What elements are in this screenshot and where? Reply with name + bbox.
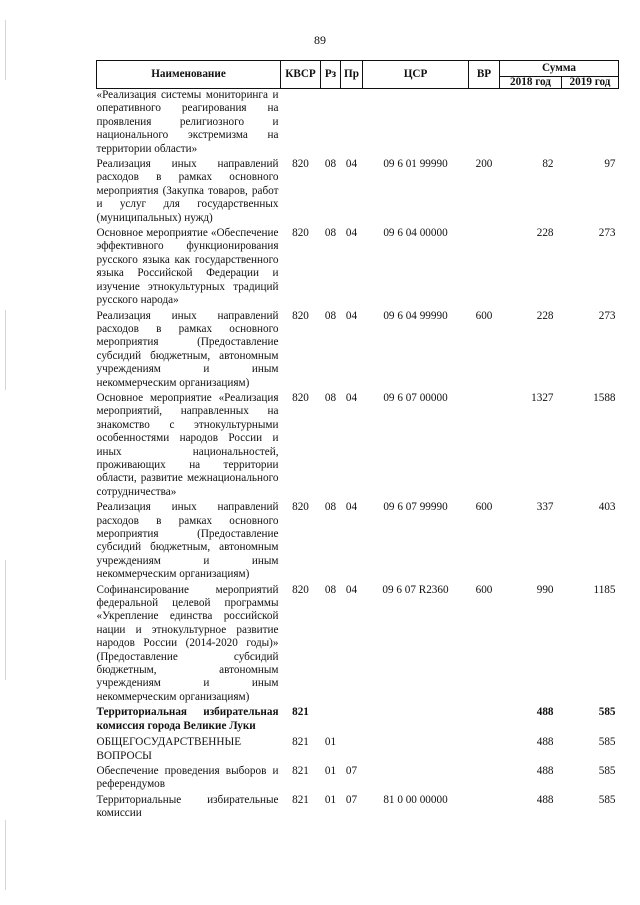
table-row (97, 156, 619, 225)
cell-2018: 488 (536, 793, 554, 806)
page-number: 89 (314, 33, 326, 47)
scan-edge-mark (5, 310, 6, 390)
cell-csr (363, 763, 469, 792)
cell-2018: 1327 (531, 391, 554, 404)
table-header (97, 61, 619, 89)
cell-csr (363, 733, 469, 763)
table-row (97, 89, 619, 157)
scan-edge-mark (5, 20, 6, 80)
cell-rz: 08 (324, 501, 337, 514)
cell-2019: 585 (598, 736, 616, 749)
cell-2019: 585 (598, 793, 616, 806)
cell-2018: 337 (536, 501, 554, 514)
cell-2018 (500, 89, 562, 157)
cell-2019 (562, 89, 619, 157)
cell-rz: 08 (324, 583, 337, 596)
table-body (97, 89, 619, 821)
cell-kvsr: 821 (292, 736, 309, 749)
cell-rz (321, 704, 341, 733)
cell-kvsr: 820 (292, 391, 309, 404)
cell-name: Реализация иных направлений расходов в рамках основного мероприятия (Закупка товаров, работ и услуг для государственных (муниципальных) нужд) (96, 158, 279, 224)
cell-vr: 600 (475, 583, 493, 596)
table-row (97, 582, 619, 705)
cell-pr (341, 733, 363, 763)
cell-vr (469, 733, 500, 763)
cell-pr: 07 (345, 764, 358, 777)
cell-vr: 200 (475, 158, 493, 171)
table-row (97, 499, 619, 581)
cell-vr (469, 225, 500, 307)
scan-edge-mark (5, 820, 6, 890)
cell-pr (341, 89, 363, 157)
cell-name: Софинансирование мероприятий федеральной целевой программы «Укрепление единства российской нации и этнокультурное развитие народов России (2014-2020 годы)» (Предоставление субсидий бюджетным, автономным учреждениям и иным некоммерческим организациям) (96, 583, 279, 703)
cell-rz: 08 (324, 227, 337, 240)
table-row (97, 390, 619, 499)
cell-name: Реализация иных направлений расходов в рамках основного мероприятия (Предоставление субсидий бюджетным, автономным учреждениям и иным некоммерческим организациям) (96, 309, 279, 389)
cell-vr (469, 792, 500, 821)
table-row (97, 792, 619, 821)
cell-2019: 1185 (593, 583, 616, 596)
table-row (97, 225, 619, 307)
cell-rz: 08 (324, 391, 337, 404)
cell-2018: 228 (536, 227, 554, 240)
cell-pr: 04 (345, 309, 358, 322)
cell-csr: 09 6 07 R2360 (382, 583, 449, 596)
cell-2019: 585 (598, 764, 616, 777)
cell-pr: 04 (345, 227, 358, 240)
cell-2018: 488 (536, 736, 554, 749)
cell-vr: 600 (475, 309, 493, 322)
cell-rz: 08 (324, 158, 337, 171)
cell-csr: 81 0 00 00000 (383, 793, 448, 806)
cell-kvsr: 820 (292, 501, 309, 514)
cell-pr: 04 (345, 583, 358, 596)
cell-vr (469, 89, 500, 157)
budget-table (96, 60, 619, 821)
cell-csr: 09 6 01 99990 (383, 158, 448, 171)
cell-name: «Реализация системы мониторинга и оперативного реагирования на проявления религиозного и национального экстремизма на территории области» (96, 89, 279, 155)
cell-csr: 09 6 04 99990 (383, 309, 448, 322)
cell-csr: 09 6 07 00000 (383, 391, 448, 404)
header-sum: Сумма (500, 61, 619, 77)
header-kvsr: КВСР (281, 61, 321, 89)
cell-pr: 04 (345, 391, 358, 404)
cell-pr: 04 (345, 501, 358, 514)
cell-rz: 01 (324, 736, 337, 749)
header-csr: ЦСР (363, 61, 469, 89)
cell-rz: 01 (324, 793, 337, 806)
cell-rz (321, 89, 341, 157)
cell-2018: 82 (542, 158, 554, 171)
cell-2019: 97 (604, 158, 616, 171)
cell-name: Реализация иных направлений расходов в рамках основного мероприятия (Предоставление субсидий бюджетным, автономным учреждениям и иным некоммерческим организациям) (96, 501, 279, 581)
cell-name: Основное мероприятие «Реализация мероприятий, направленных на знакомство с этнокультурными особенностями народов России и иных национальностей, проживающих на территории области, развитие межнационального сотрудничества» (96, 391, 279, 498)
table-row (97, 308, 619, 390)
cell-name: ОБЩЕГОСУДАРСТВЕННЫЕ ВОПРОСЫ (96, 736, 242, 762)
cell-2019: 585 (598, 706, 616, 719)
cell-2018: 228 (536, 309, 554, 322)
cell-pr: 07 (345, 793, 358, 806)
header-2019: 2019 год (562, 77, 619, 89)
cell-kvsr: 820 (292, 158, 309, 171)
table-row (97, 763, 619, 792)
cell-rz: 01 (324, 764, 337, 777)
cell-kvsr: 821 (292, 706, 309, 719)
cell-vr (469, 763, 500, 792)
table-row (97, 733, 619, 763)
header-pr: Пр (341, 61, 363, 89)
cell-2018: 488 (536, 706, 554, 719)
cell-vr: 600 (475, 501, 493, 514)
cell-kvsr: 821 (292, 764, 309, 777)
header-name: Наименование (97, 61, 281, 89)
cell-pr: 04 (345, 158, 358, 171)
cell-kvsr (281, 89, 321, 157)
table-row (97, 704, 619, 733)
cell-name: Обеспечение проведения выборов и референдумов (96, 764, 279, 791)
cell-csr: 09 6 07 99990 (383, 501, 448, 514)
cell-2019: 1588 (593, 391, 616, 404)
cell-csr (363, 704, 469, 733)
cell-2019: 403 (598, 501, 616, 514)
cell-kvsr: 820 (292, 583, 309, 596)
cell-name: Территориальные избирательные комиссии (96, 793, 279, 820)
cell-kvsr: 820 (292, 309, 309, 322)
cell-csr: 09 6 04 00000 (383, 227, 448, 240)
cell-vr (469, 390, 500, 499)
scan-edge-mark (5, 560, 6, 680)
header-vr: ВР (469, 61, 500, 89)
cell-kvsr: 821 (292, 793, 309, 806)
cell-2019: 273 (598, 309, 616, 322)
cell-name: Территориальная избирательная комиссия города Великие Луки (96, 706, 279, 732)
cell-rz: 08 (324, 309, 337, 322)
cell-vr (469, 704, 500, 733)
cell-pr (341, 704, 363, 733)
cell-2019: 273 (598, 227, 616, 240)
cell-name: Основное мероприятие «Обеспечение эффективного функционирования русского языка как государственного языка Российской Федерации и изучение этнокультурных традиций русского народа» (96, 227, 279, 307)
cell-kvsr: 820 (292, 227, 309, 240)
cell-csr (363, 89, 469, 157)
cell-2018: 990 (536, 583, 554, 596)
header-rz: Рз (321, 61, 341, 89)
cell-2018: 488 (536, 764, 554, 777)
header-2018: 2018 год (500, 77, 562, 89)
